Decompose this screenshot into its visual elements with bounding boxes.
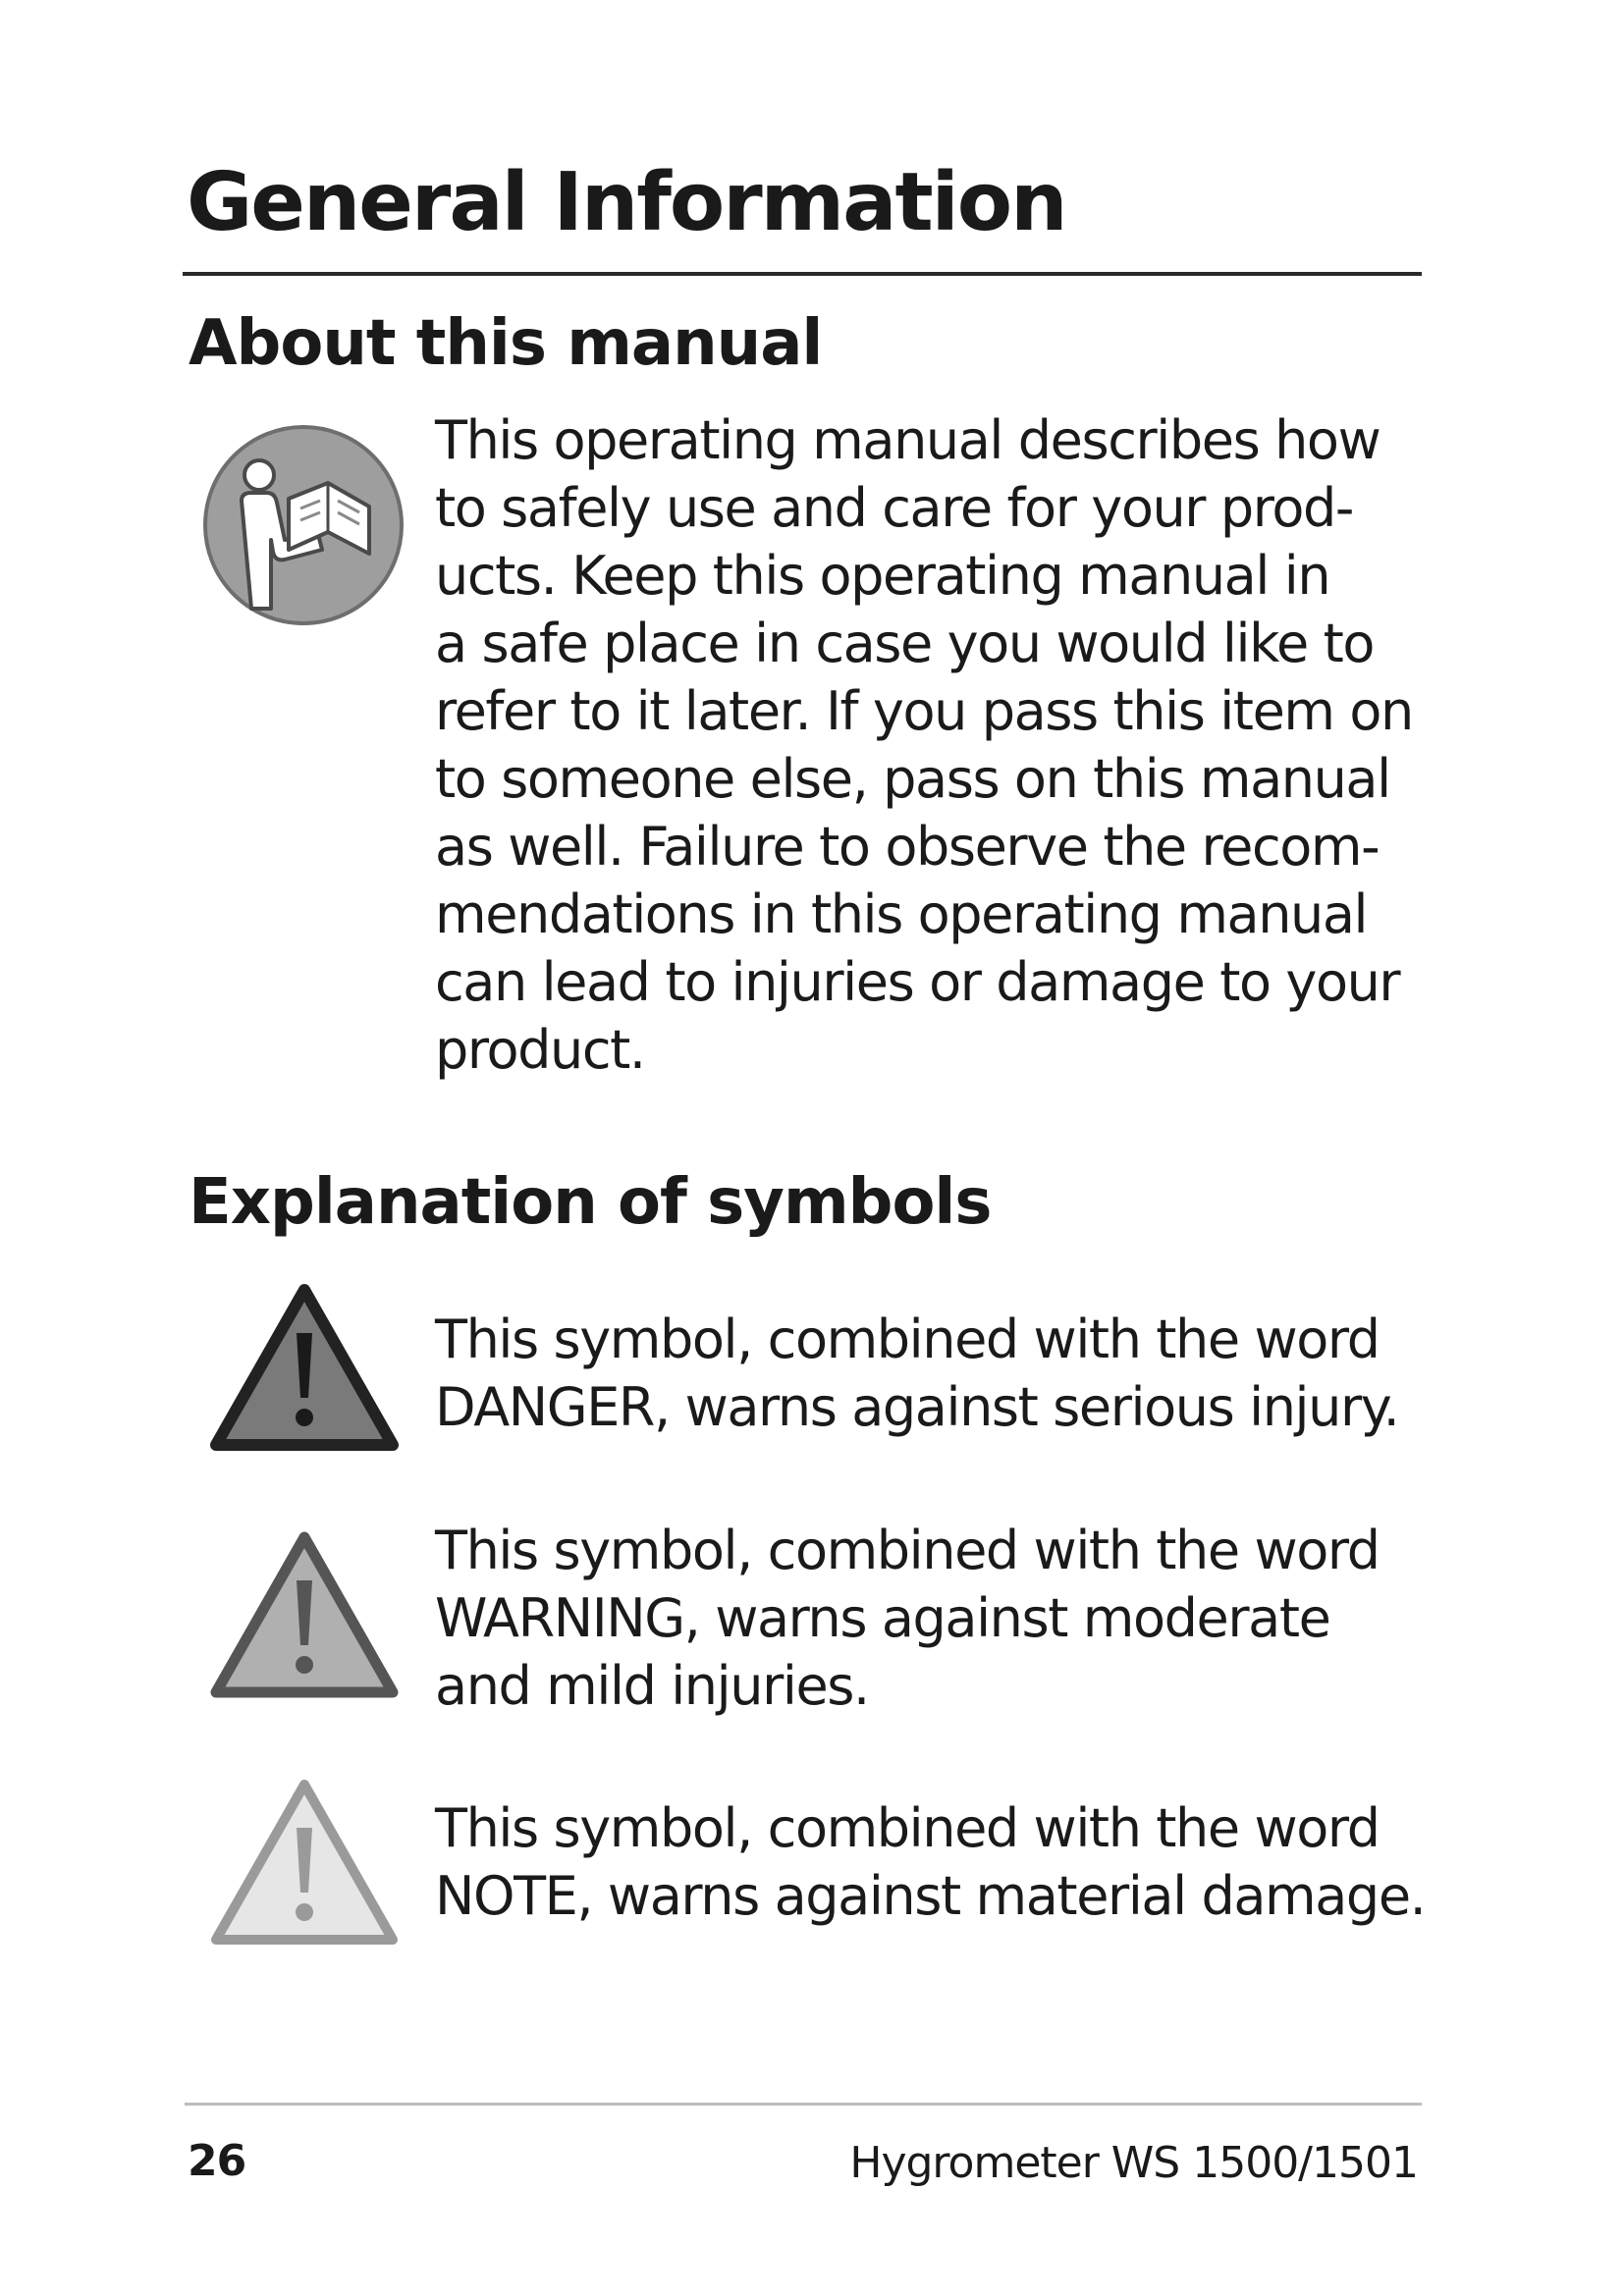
warning-description [435, 1517, 1380, 1720]
note-line: NOTE, warns against material damage. [435, 1865, 1426, 1927]
about-line: product. [435, 1019, 645, 1081]
title-divider [183, 272, 1422, 276]
warning-line: and mild injuries. [435, 1655, 869, 1717]
about-heading: About this manual [189, 307, 823, 380]
danger-description [435, 1306, 1398, 1441]
about-line: refer to it later. If you pass this item on [435, 680, 1413, 742]
page-title: General Information [187, 156, 1066, 249]
danger-line: DANGER, warns against serious injury. [435, 1376, 1399, 1438]
warning-line: WARNING, warns against moderate [435, 1587, 1330, 1649]
symbols-heading: Explanation of symbols [189, 1166, 992, 1239]
product-name: Hygrometer WS 1500/1501 [849, 2138, 1418, 2188]
danger-triangle-icon [208, 1282, 401, 1455]
about-line: to safely use and care for your prod- [435, 477, 1353, 539]
note-triangle-icon [208, 1777, 401, 1949]
footer-divider [185, 2103, 1422, 2106]
page-number: 26 [188, 2136, 246, 2186]
warning-line: This symbol, combined with the word [435, 1520, 1380, 1581]
about-line: as well. Failure to observe the recom- [435, 816, 1380, 878]
read-manual-icon [202, 424, 405, 626]
about-line: ucts. Keep this operating manual in [435, 545, 1330, 607]
about-paragraph [435, 406, 1413, 1084]
about-line: can lead to injuries or damage to your [435, 951, 1400, 1013]
about-line: to someone else, pass on this manual [435, 748, 1390, 810]
warning-triangle-icon [208, 1529, 401, 1702]
about-line: mendations in this operating manual [435, 883, 1368, 945]
note-description [435, 1794, 1425, 1930]
danger-line: This symbol, combined with the word [435, 1308, 1380, 1370]
note-line: This symbol, combined with the word [435, 1797, 1380, 1859]
about-line: a safe place in case you would like to [435, 613, 1375, 674]
about-line: This operating manual describes how [435, 409, 1380, 471]
